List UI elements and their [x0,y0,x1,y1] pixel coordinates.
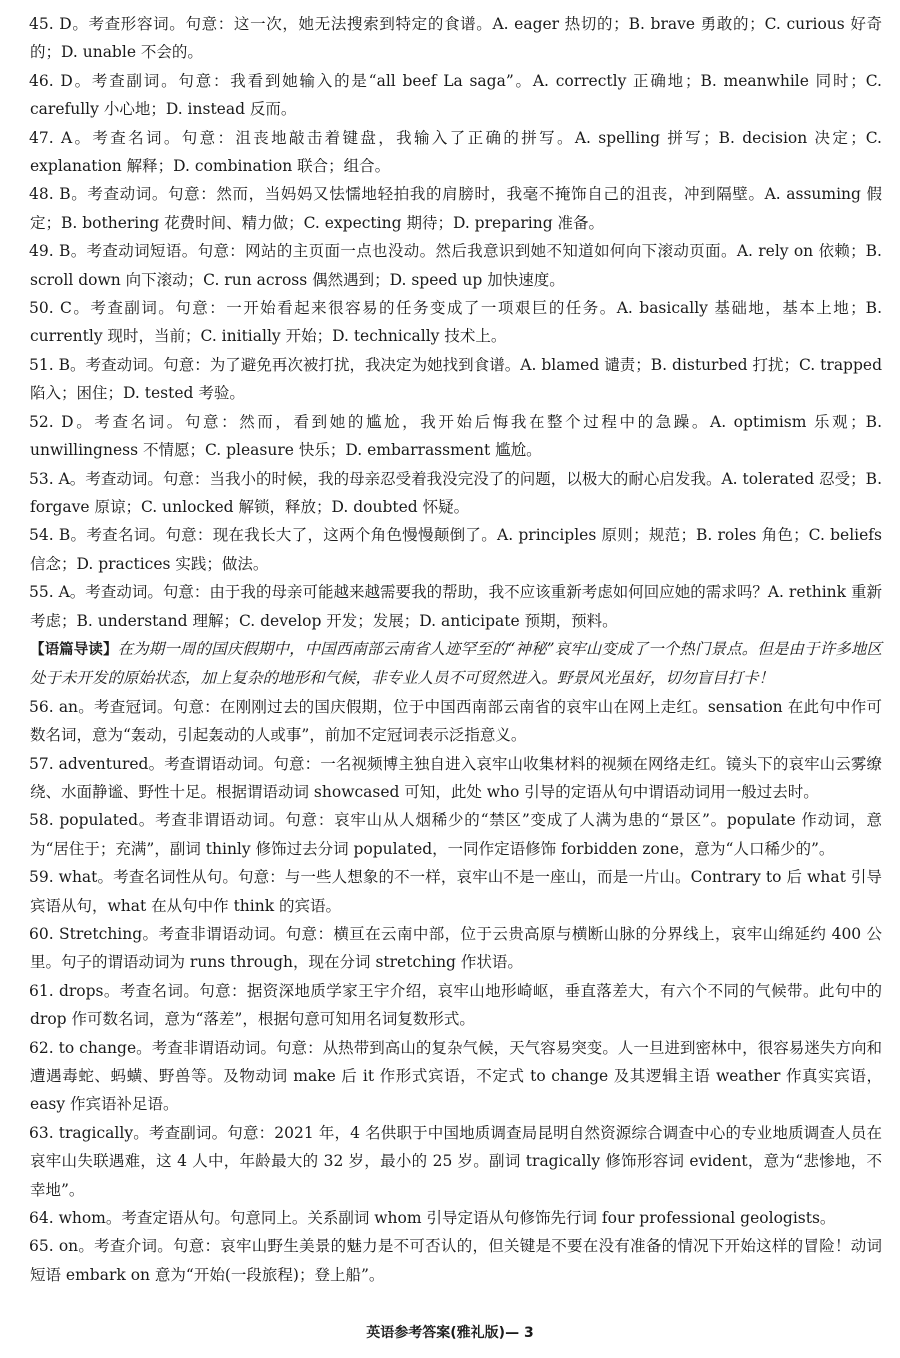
answer-51: 51. B。考查动词。句意：为了避免再次被打扰，我决定为她找到食谱。A. blamed 谴责；B. disturbed 打扰；C. trapped 陷入；困住；D. tested 考验。 [29,355,882,403]
answer-60: 60. Stretching。考查非谓语动词。句意：横亘在云南中部，位于云贵高原与横断山脉的分界线上，哀牢山绵延约 400 公里。句子的谓语动词为 runs through，现在分词 stretching 作状语。 [29,925,882,972]
answer-57: 57. adventured。考查谓语动词。句意：一名视频博主独自进入哀牢山收集材料的视频在网络走红。镜头下的哀牢山云雾缭绕、水面静谧、野性十足。根据谓语动词 showcased 可知，此处 who 引导的定语从句中谓语动词用一般过去时。 [29,754,882,801]
passage-guide-tag: 【语篇导读】 [30,641,118,658]
answer-54: 54. B。考查名词。句意：现在我长大了，这两个角色慢慢颠倒了。A. principles 原则；规范；B. roles 角色；C. beliefs 信念；D. practices 实践；做法。 [29,526,882,573]
answer-48: 48. B。考查动词。句意：然而，当妈妈又怯懦地轻拍我的肩膀时，我毫不掩饰自己的沮丧，冲到隔壁。A. assuming 假定；B. bothering 花费时间、精力做；C. expecting 期待；D. preparing 准备。 [29,185,882,232]
answer-56: 56. an。考查冠词。句意：在刚刚过去的国庆假期，位于中国西南部云南省的哀牢山在网上走红。sensation 在此句中作可数名词，意为“轰动，引起轰动的人或事”，前加不定冠词表示泛指意义。 [29,697,882,745]
answer-55: 55. A。考查动词。句意：由于我的母亲可能越来越需要我的帮助，我不应该重新考虑如何回应她的需求吗？A. rethink 重新考虑；B. understand 理解；C. develop 开发；发展；D. anticipate 预期，预料。 [29,583,882,630]
answer-62: 62. to change。考查非谓语动词。句意：从热带到高山的复杂气候，天气容易突变。人一旦进到密林中，很容易迷失方向和遭遇毒蛇、蚂蟥、野兽等。及物动词 make 后 it 作形式宾语，不定式 to change 及其逻辑主语 weather 作真实宾语，easy 作宾语补足语。 [29,1038,882,1114]
passage-guide [30,635,882,693]
answer-53: 53. A。考查动词。句意：当我小的时候，我的母亲忍受着我没完没了的问题，以极大的耐心启发我。A. tolerated 忍受；B. forgave 原谅；C. unlocked 解锁，释放；D. doubted 怀疑。 [29,469,882,516]
answer-58: 58. populated。考查非谓语动词。句意：哀牢山从人烟稀少的“禁区”变成了人满为患的“景区”。populate 作动词，意为“居住于；充满”，副词 thinly 修饰过去分词 populated，一同作定语修饰 forbidden zone，意为“人口稀少的”。 [29,811,882,858]
answer-50: 50. C。考查副词。句意：一开始看起来很容易的任务变成了一项艰巨的任务。A. basically 基础地，基本上地；B. currently 现时，当前；C. initially 开始；D. technically 技术上。 [29,299,882,346]
answer-65: 65. on。考查介词。句意：哀牢山野生美景的魅力是不可否认的，但关键是不要在没有准备的情况下开始这样的冒险！动词短语 embark on 意为“开始(一段旅程)；登上船”。 [29,1237,882,1284]
answer-61: 61. drops。考查名词。句意：据资深地质学家王宇介绍，哀牢山地形崎岖，垂直落差大，有六个不同的气候带。此句中的 drop 作可数名词，意为“落差”，根据句意可知用名词复数形式。 [29,981,882,1029]
passage-guide-text: 在为期一周的国庆假期中，中国西南部云南省人迹罕至的“神秘”哀牢山变成了一个热门景点。但是由于许多地区处于未开发的原始状态，加上复杂的地形和气候，非专业人员不可贸然进入。野景风光虽好，切勿盲目打卡！ [30,639,882,688]
answer-63: 63. tragically。考查副词。句意：2021 年，4 名供职于中国地质调查局昆明自然资源综合调查中心的专业地质调查人员在哀牢山失联遇难，这 4 人中，年龄最大的 32 岁，最小的 25 岁。副词 tragically 修饰形容词 evident，意为“悲惨地，不幸地”。 [29,1123,882,1199]
answer-64: 64. whom。考查定语从句。句意同上。关系副词 whom 引导定语从句修饰先行词 four professional geologists。 [29,1209,836,1228]
answer-47: 47. A。考查名词。句意：沮丧地敲击着键盘，我输入了正确的拼写。A. spelling 拼写；B. decision 决定；C. explanation 解释；D. combination 联合；组合。 [29,128,882,176]
answer-46: 46. D。考查副词。句意：我看到她输入的是“all beef La saga”。A. correctly 正确地；B. meanwhile 同时；C. carefully 小心地；D. instead 反而。 [29,71,882,119]
answer-49: 49. B。考查动词短语。句意：网站的主页面一点也没动。然后我意识到她不知道如何向下滚动页面。A. rely on 依赖；B. scroll down 向下滚动；C. run across 偶然遇到；D. speed up 加快速度。 [29,242,882,289]
page-footer: 英语参考答案(雅礼版)— 3 [366,1325,534,1341]
answer-list [30,10,882,1289]
answer-52: 52. D。考查名词。句意：然而，看到她的尴尬，我开始后悔我在整个过程中的急躁。A. optimism 乐观；B. unwillingness 不情愿；C. pleasure 快乐；D. embarrassment 尴尬。 [29,412,882,460]
answer-45: 45. D。考查形容词。句意：这一次，她无法搜索到特定的食谱。A. eager 热切的；B. brave 勇敢的；C. curious 好奇的；D. unable 不会的。 [29,15,882,62]
answer-59: 59. what。考查名词性从句。句意：与一些人想象的不一样，哀牢山不是一座山，而是一片山。Contrary to 后 what 引导宾语从句，what 在从句中作 think 的宾语。 [29,868,882,915]
